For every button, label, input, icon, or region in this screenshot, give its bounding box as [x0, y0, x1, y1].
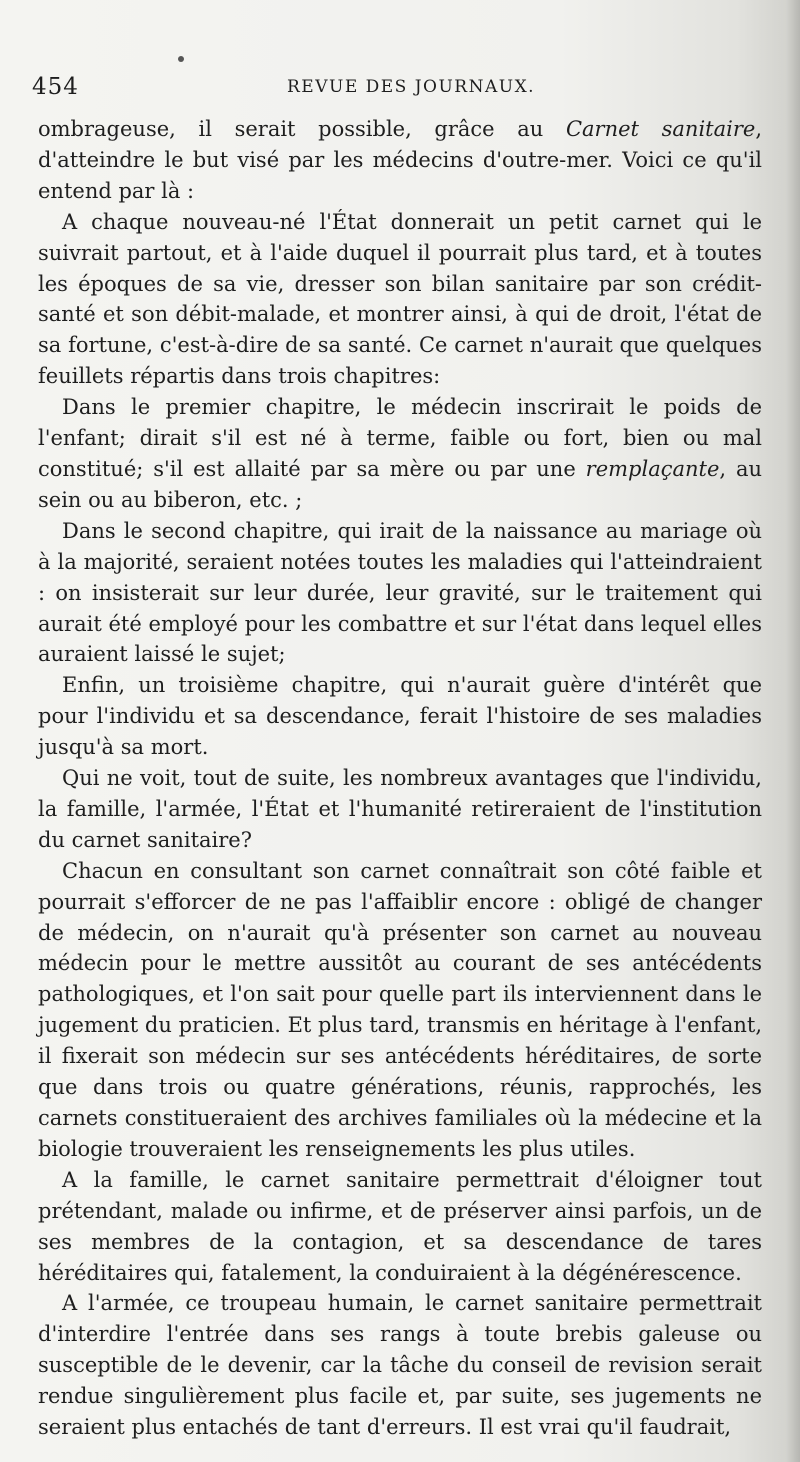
paragraph-text: Dans le second chapitre, qui irait de la naissance au mariage où à la majorité, seraient notées toutes les maladies qui l'atteindraient : on insisterait sur leur durée, leur gravité, sur le traitement qui aurait été employé pour les combattre et sur l'état dans lequel elles auraient laissé le sujet; — [38, 518, 762, 667]
page-header — [32, 74, 772, 104]
italic-term: Carnet sanitaire — [565, 117, 756, 141]
paragraph — [38, 670, 762, 763]
paragraph-text: Enfin, un troisième chapitre, qui n'aurait guère d'intérêt que pour l'individu et sa descendance, ferait l'histoire de ses maladies jusqu'à sa mort. — [38, 673, 762, 760]
paragraph — [38, 516, 762, 671]
paragraph — [38, 763, 762, 856]
paragraph-text: A chaque nouveau-né l'État donnerait un petit carnet qui le suivrait partout, et à l'aide duquel il pourrait plus tard, et à toutes les époques de sa vie, dresser son bilan sanitaire par son crédit-santé et son débit-malade, et montrer ainsi, à qui de droit, l'état de sa fortune, c'est-à-dire de sa santé. Ce carnet n'aurait que quelques feuillets répartis dans trois chapitres: — [38, 209, 762, 389]
running-title: REVUE DES JOURNAUX. — [287, 77, 536, 97]
paragraph-text: Chacun en consultant son carnet connaîtrait son côté faible et pourrait s'efforcer de ne pas l'affaiblir encore : obligé de changer de médecin, on n'aurait qu'à présenter son carnet au nouveau médecin pour le mettre aussitôt au courant de ses antécédents pathologiques, et l'on sait pour quelle part ils interviennent dans le jugement du praticien. Et plus tard, transmis en héritage à l'enfant, il fixerait son médecin sur ses antécédents héréditaires, de sorte que dans trois ou quatre générations, réunis, rapprochés, les carnets constitueraient des archives familiales où la médecine et la biologie trouveraient les renseignements les plus utiles. — [38, 858, 762, 1161]
paragraph-text: Qui ne voit, tout de suite, les nombreux avantages que l'individu, la famille, l'armée, l'État et l'humanité retireraient de l'institution du carnet sanitaire? — [38, 766, 762, 852]
paragraph-text: A l'armée, ce troupeau humain, le carnet sanitaire permettrait d'interdire l'entrée dans ses rangs à toute brebis galeuse ou susceptible de le devenir, car la tâche du conseil de revision serait rendue singulièrement plus facile et, par suite, ses jugements ne seraient plus entachés de tant d'erreurs. Il est vrai qu'il faudrait, — [38, 1291, 762, 1440]
paragraph — [38, 114, 762, 207]
paragraph — [38, 392, 762, 516]
paragraph-text: , d'atteindre le but visé par les médecins d'outre-mer. Voici ce qu'il entend par là : — [38, 117, 763, 203]
paragraph — [38, 207, 762, 392]
paragraph-text: A la famille, le carnet sanitaire permettrait d'éloigner tout prétendant, malade ou infirme, et de préserver ainsi parfois, un de ses membres de la contagion, et sa descendance de tares héréditaires qui, fatalement, la conduiraient à la dégénérescence. — [38, 1167, 762, 1285]
paragraph-text: ombrageuse, il serait possible, grâce au — [38, 117, 566, 141]
paragraph-text: Dans le premier chapitre, le médecin inscrirait le poids de l'enfant; dirait s'il est né à terme, faible ou fort, bien ou mal constitué; s'il est allaité par sa mère ou par une — [38, 395, 762, 481]
page-edge-shadow — [786, 0, 800, 1462]
article-body — [38, 114, 762, 1443]
italic-term: remplaçante — [585, 456, 720, 481]
page-number: 454 — [32, 74, 79, 100]
paragraph — [38, 1288, 762, 1443]
paragraph — [38, 1165, 762, 1289]
paragraph-text: , au sein ou au biberon, etc. ; — [38, 456, 762, 512]
printer-ornament — [178, 56, 184, 62]
paragraph — [38, 856, 762, 1165]
